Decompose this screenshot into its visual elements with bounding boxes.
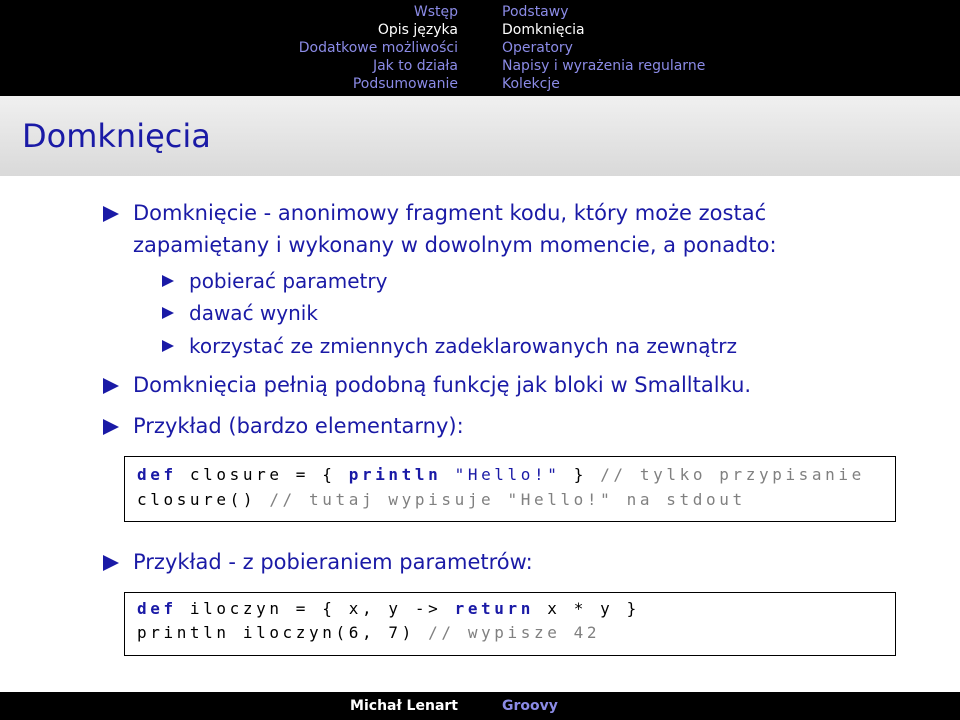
bullet-text-continuation: zapamiętany i wykonany w dowolnym momencie, a ponadto: bbox=[133, 233, 777, 257]
code-line bbox=[137, 621, 600, 645]
code-keyword: def bbox=[137, 465, 177, 484]
bullet-text: Przykład - z pobieraniem parametrów: bbox=[133, 550, 533, 574]
code-text: x * y } bbox=[534, 599, 640, 618]
code-text: } bbox=[560, 465, 601, 484]
code-keyword: return bbox=[454, 599, 534, 618]
code-keyword: def bbox=[137, 599, 177, 618]
nav-subsection-napisy[interactable]: Napisy i wyrażenia regularne bbox=[502, 58, 706, 74]
sub-bullet-text: dawać wynik bbox=[189, 301, 318, 325]
bullet-triangle-icon bbox=[103, 206, 119, 222]
code-text: iloczyn = { x, y -> bbox=[176, 599, 455, 618]
code-comment: // tylko przypisanie bbox=[600, 465, 865, 484]
code-string: "Hello!" bbox=[441, 465, 561, 484]
nav-subsection-kolekcje[interactable]: Kolekcje bbox=[502, 76, 560, 92]
nav-subsection-podstawy[interactable]: Podstawy bbox=[502, 4, 569, 20]
bullet-triangle-icon bbox=[103, 419, 119, 435]
nav-section-podsumowanie[interactable]: Podsumowanie bbox=[352, 76, 458, 92]
navigation-bar bbox=[0, 0, 960, 96]
code-keyword: println bbox=[348, 465, 442, 484]
code-block-closure bbox=[124, 456, 896, 522]
bullet-triangle-icon bbox=[162, 275, 174, 287]
code-text: closure = { bbox=[176, 465, 349, 484]
code-text: println iloczyn(6, 7) bbox=[137, 623, 429, 642]
footer-bar bbox=[0, 692, 960, 720]
sub-bullet-text: korzystać ze zmiennych zadeklarowanych na zewnątrz bbox=[189, 334, 738, 358]
code-line bbox=[137, 463, 865, 487]
code-comment: // tutaj wypisuje "Hello!" na stdout bbox=[269, 490, 746, 509]
bullet-triangle-icon bbox=[162, 340, 174, 352]
code-line bbox=[137, 597, 640, 621]
bullet-text: Domknięcia pełnią podobną funkcję jak bloki w Smalltalku. bbox=[133, 373, 752, 397]
bullet-text: Domknięcie - anonimowy fragment kodu, który może zostać bbox=[133, 201, 767, 225]
nav-subsection-domkniecia[interactable]: Domknięcia bbox=[502, 22, 585, 38]
bullet-triangle-icon bbox=[103, 378, 119, 394]
sub-bullet-text: pobierać parametry bbox=[189, 269, 388, 293]
code-comment: // wypisze 42 bbox=[428, 623, 601, 642]
nav-section-jak-to-dziala[interactable]: Jak to działa bbox=[372, 58, 458, 74]
footer-author: Michał Lenart bbox=[0, 692, 480, 720]
bullet-text: Przykład (bardzo elementarny): bbox=[133, 414, 464, 438]
nav-subsection-operatory[interactable]: Operatory bbox=[502, 40, 573, 56]
nav-section-wstep[interactable]: Wstęp bbox=[413, 4, 458, 20]
frame-title: Domknięcia bbox=[22, 117, 211, 155]
code-block-params bbox=[124, 592, 896, 656]
footer-title: Groovy bbox=[480, 692, 960, 720]
bullet-triangle-icon bbox=[162, 307, 174, 319]
nav-section-opis-jezyka[interactable]: Opis języka bbox=[377, 22, 458, 38]
bullet-triangle-icon bbox=[103, 555, 119, 571]
section-list bbox=[0, 0, 480, 96]
code-line bbox=[137, 488, 746, 512]
nav-section-dodatkowe-mozliwosci[interactable]: Dodatkowe możliwości bbox=[298, 40, 458, 56]
subsection-list bbox=[480, 0, 960, 96]
code-text: closure() bbox=[137, 490, 270, 509]
